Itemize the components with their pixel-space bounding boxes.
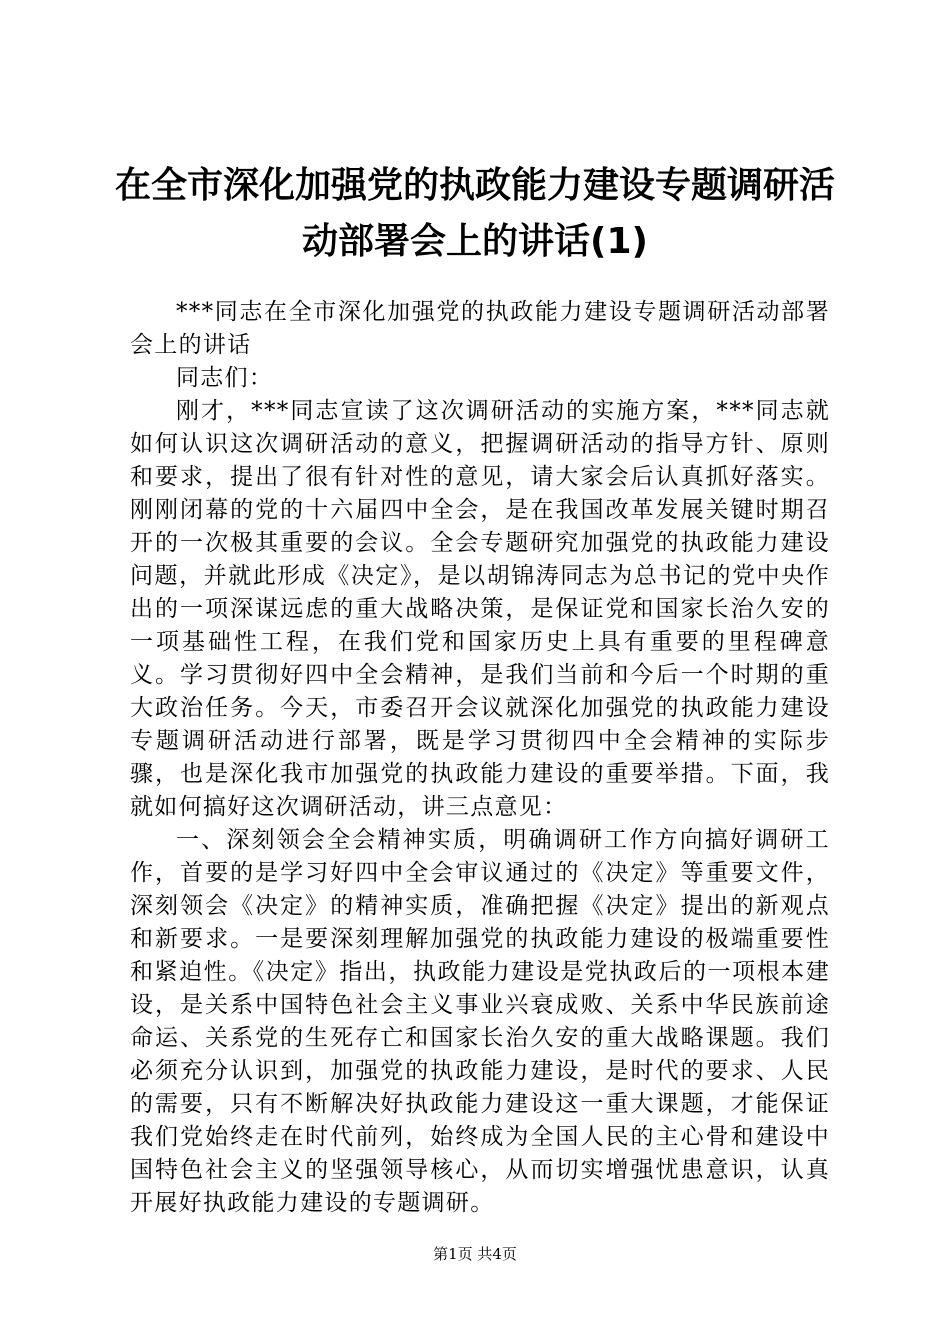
speech-heading-paragraph: ***同志在全市深化加强党的执政能力建设专题调研活动部署会上的讲话	[130, 299, 830, 358]
document-body	[130, 296, 830, 1220]
body-paragraph: 刚才，***同志宣读了这次调研活动的实施方案，***同志就如何认识这次调研活动的意义，把握调研活动的指导方针、原则和要求，提出了很有针对性的意见，请大家会后认真抓好落实。刚刚闭幕的党的十六届四中全会，是在我国改革发展关键时期召开的一次极其重要的会议。全会专题研究加强党的执政能力建设问题，并就此形成《决定》，是以胡锦涛同志为总书记的党中央作出的一项深谋远虑的重大战略决策，是保证党和国家长治久安的一项基础性工程，在我们党和国家历史上具有重要的里程碑意义。学习贯彻好四中全会精神，是我们当前和今后一个时期的重大政治任务。今天，市委召开会议就深化加强党的执政能力建设专题调研活动进行部署，既是学习贯彻四中全会精神的实际步骤，也是深化我市加强党的执政能力建设的重要举措。下面，我就如何搞好这次调研活动，讲三点意见：	[130, 398, 830, 820]
document-title: 在全市深化加强党的执政能力建设专题调研活动部署会上的讲话(1)	[114, 165, 835, 262]
body-paragraph: 一、深刻领会全会精神实质，明确调研工作方向搞好调研工作，首要的是学习好四中全会审议通过的《决定》等重要文件，深刻领会《决定》的精神实质，准确把握《决定》提出的新观点和新要求。一是要深刻理解加强党的执政能力建设的极端重要性和紧迫性。《决定》指出，执政能力建设是党执政后的一项根本建设，是关系中国特色社会主义事业兴衰成败、关系中华民族前途命运、关系党的生死存亡和国家长治久安的重大战略课题。我们必须充分认识到，加强党的执政能力建设，是时代的要求、人民的需要，只有不断解决好执政能力建设这一重大课题，才能保证我们党始终走在时代前列，始终成为全国人民的主心骨和建设中国特色社会主义的坚强领导核心，从而切实增强忧患意识，认真开展好执政能力建设的专题调研。	[130, 827, 830, 1216]
salutation-paragraph: 同志们：	[176, 365, 274, 391]
page-footer: 第1页 共4页	[433, 1245, 517, 1263]
